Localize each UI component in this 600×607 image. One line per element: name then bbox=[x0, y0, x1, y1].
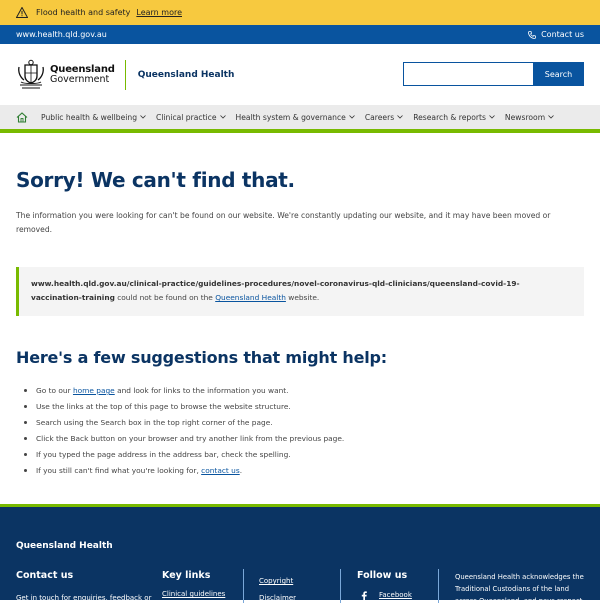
home-icon bbox=[16, 112, 28, 123]
footer-follow-title: Follow us bbox=[357, 570, 408, 581]
notice-text-before: could not be found on the bbox=[114, 293, 216, 302]
page-title: Sorry! We can't find that. bbox=[16, 168, 295, 192]
footer-key-links-title: Key links bbox=[162, 570, 211, 581]
top-bar bbox=[0, 25, 600, 44]
nav-item-label: Clinical practice bbox=[156, 112, 217, 122]
suggestion-text: . bbox=[239, 466, 243, 475]
nav-item-newsroom[interactable] bbox=[500, 113, 559, 122]
qld-government-logo[interactable] bbox=[16, 59, 115, 91]
list-item: Use the links at the top of this page to browse the website structure. bbox=[24, 399, 584, 415]
nav-item-health-system[interactable] bbox=[231, 113, 360, 122]
footer-contact-text: Get in touch for enquiries, feedback or bbox=[16, 594, 152, 602]
footer-link-clinical-guidelines[interactable]: Clinical guidelines bbox=[162, 590, 226, 598]
list-item: Click the Back button on your browser and try another link from the previous page. bbox=[24, 431, 584, 447]
notice-text-after: website. bbox=[285, 293, 320, 302]
search-form bbox=[403, 62, 584, 86]
chevron-down-icon bbox=[140, 115, 146, 119]
chevron-down-icon bbox=[220, 115, 226, 119]
footer-link-facebook[interactable]: Facebook bbox=[379, 591, 412, 599]
logo-line-2: Government bbox=[50, 73, 110, 85]
nav-item-label: Research & reports bbox=[413, 112, 486, 122]
coat-of-arms-icon bbox=[16, 59, 46, 91]
footer-contact-title: Contact us bbox=[16, 570, 74, 581]
footer-brand: Queensland Health bbox=[16, 541, 113, 551]
logo-line-1: Queensland bbox=[50, 63, 115, 75]
nav-item-research[interactable] bbox=[408, 113, 500, 122]
footer-divider bbox=[243, 569, 244, 603]
suggestions-title: Here's a few suggestions that might help: bbox=[16, 348, 387, 367]
search-input[interactable] bbox=[403, 62, 533, 86]
footer-divider bbox=[438, 569, 439, 603]
nav-item-label: Health system & governance bbox=[235, 112, 346, 122]
nav-item-label: Careers bbox=[364, 112, 395, 122]
missing-url: www.health.qld.gov.au/clinical-practice/guidelines-procedures/novel-coronavirus-qld-clinicians/queensland-covid-19-vaccination-training bbox=[31, 279, 520, 302]
phone-icon bbox=[528, 31, 536, 39]
intro-text: The information you were looking for can't be found on our website. We're constantly updating our website, and it may have been moved or removed. bbox=[16, 211, 551, 234]
site-header bbox=[0, 44, 600, 105]
home-link[interactable] bbox=[16, 111, 30, 123]
nav-item-public-health[interactable] bbox=[36, 113, 151, 122]
alert-learn-more-link[interactable]: Learn more bbox=[136, 8, 182, 17]
footer-divider bbox=[340, 569, 341, 603]
chevron-down-icon bbox=[349, 115, 355, 119]
nav-item-label: Newsroom bbox=[504, 112, 546, 122]
list-item: Search using the Search box in the top right corner of the page. bbox=[24, 415, 584, 431]
main-navigation bbox=[0, 105, 600, 133]
chevron-down-icon bbox=[397, 115, 403, 119]
nav-item-label: Public health & wellbeing bbox=[41, 112, 138, 122]
suggestions-list bbox=[16, 383, 584, 479]
suggestion-text: and look for links to the information you want. bbox=[114, 386, 289, 395]
footer-link-disclaimer[interactable]: Disclaimer bbox=[259, 594, 297, 602]
suggestion-text: Go to our bbox=[36, 386, 73, 395]
site-footer bbox=[0, 504, 600, 605]
home-page-link[interactable]: home page bbox=[72, 386, 115, 395]
contact-us-link[interactable]: contact us bbox=[201, 466, 240, 475]
main-content bbox=[0, 168, 600, 479]
site-name[interactable]: Queensland Health bbox=[137, 69, 235, 80]
footer-acknowledgement: Queensland Health acknowledges the Traditional Custodians of the land across Queensland, and pays respect bbox=[455, 573, 584, 605]
list-item: If you typed the page address in the address bar, check the spelling. bbox=[24, 447, 584, 463]
footer-link-copyright[interactable]: Copyright bbox=[259, 577, 294, 585]
not-found-notice bbox=[16, 267, 584, 316]
alert-text: Flood health and safety bbox=[36, 8, 131, 17]
chevron-down-icon bbox=[548, 115, 554, 119]
warning-icon bbox=[16, 7, 28, 18]
chevron-down-icon bbox=[489, 115, 495, 119]
top-contact-label: Contact us bbox=[541, 30, 584, 39]
queensland-health-link[interactable]: Queensland Health bbox=[215, 293, 286, 302]
search-button[interactable]: Search bbox=[533, 62, 584, 86]
logo-divider bbox=[125, 60, 126, 90]
list-item bbox=[24, 383, 584, 399]
nav-item-careers[interactable] bbox=[360, 113, 408, 122]
top-contact-link[interactable] bbox=[528, 30, 584, 39]
alert-bar bbox=[0, 0, 600, 25]
nav-item-clinical-practice[interactable] bbox=[151, 113, 231, 122]
suggestion-text: If you still can't find what you're looking for, bbox=[36, 466, 202, 475]
site-url[interactable]: www.health.qld.gov.au bbox=[16, 30, 107, 39]
list-item bbox=[24, 463, 584, 479]
